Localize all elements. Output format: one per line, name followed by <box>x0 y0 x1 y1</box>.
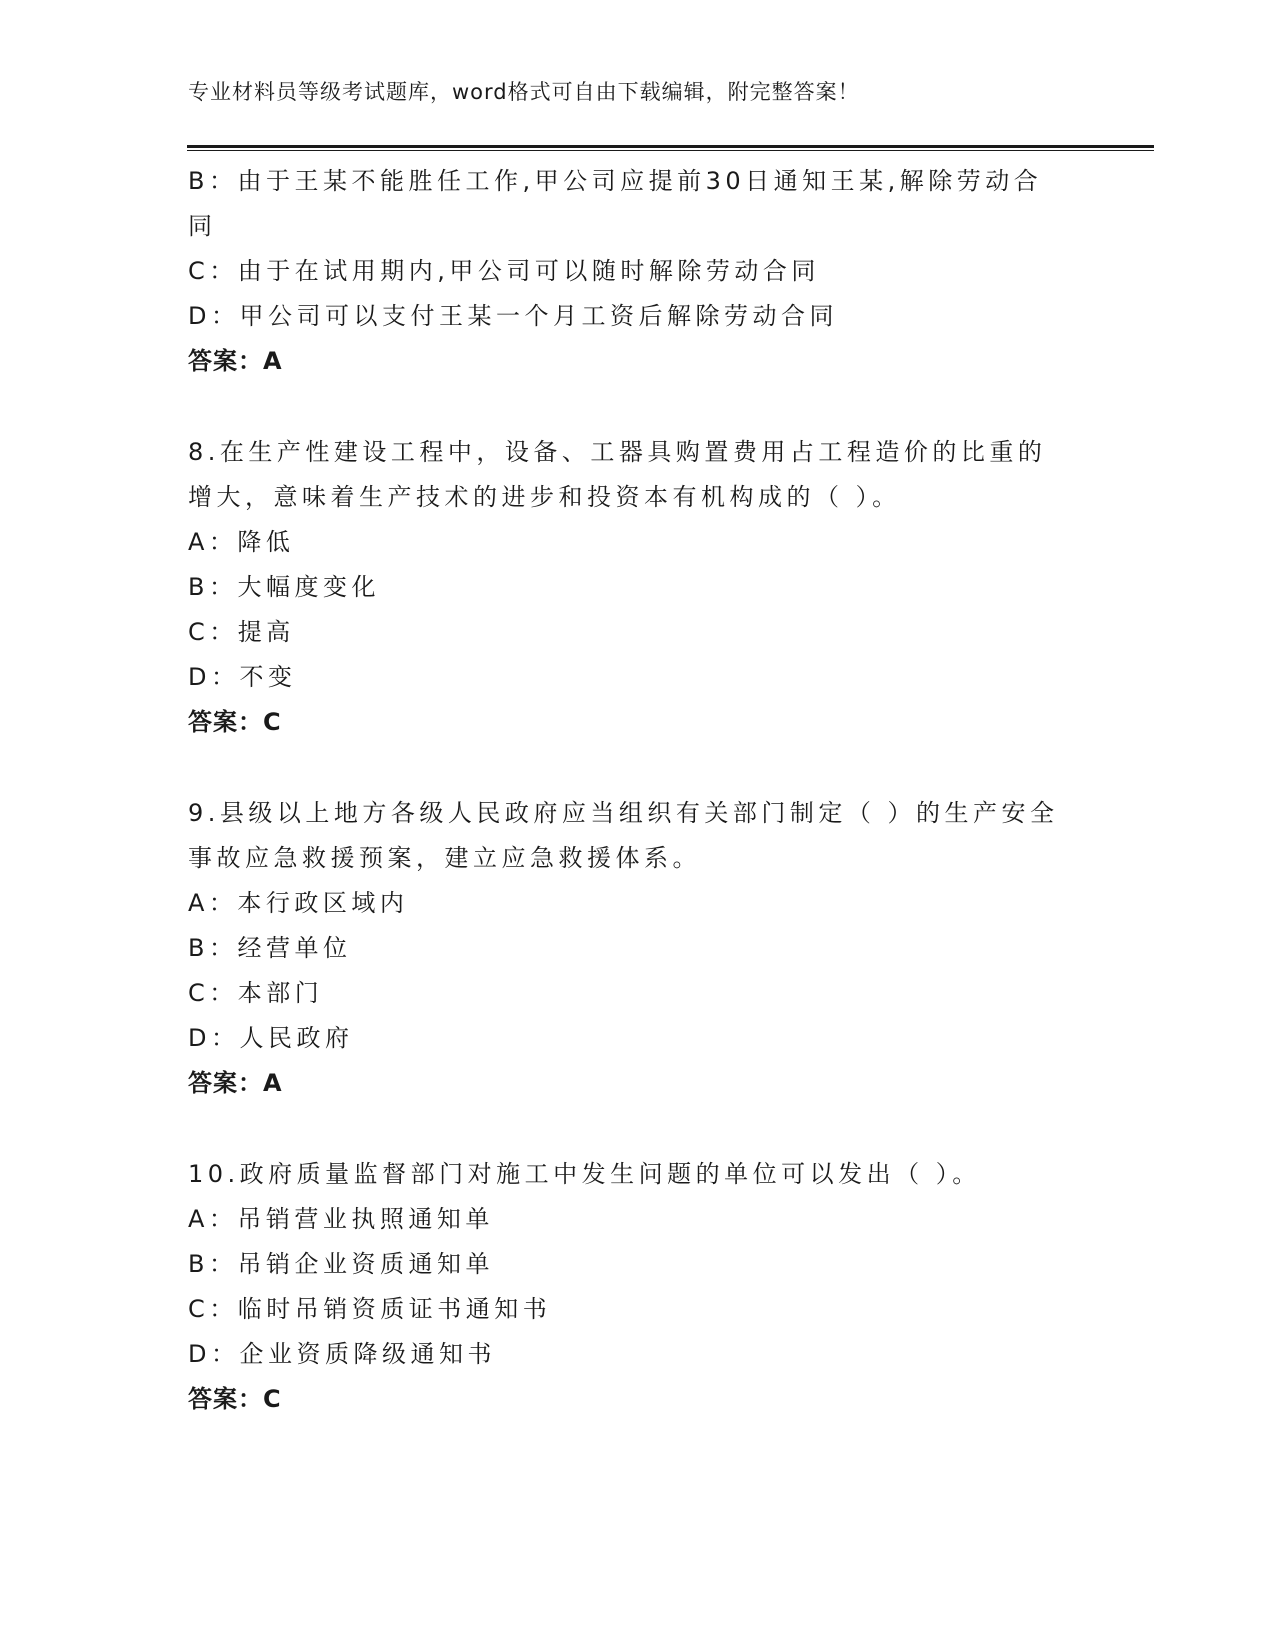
option-c: C：临时吊销资质证书通知书 <box>188 1295 552 1323</box>
option-d: D：企业资质降级通知书 <box>188 1340 496 1368</box>
option-c: C：提高 <box>188 618 295 646</box>
header-rule-thin <box>187 150 1154 151</box>
option-c: C：本部门 <box>188 979 324 1007</box>
question-stem-line: 9.县级以上地方各级人民政府应当组织有关部门制定（ ）的生产安全 <box>188 799 1059 827</box>
option-a: A：降低 <box>188 528 295 556</box>
question-block-7 <box>188 159 1088 384</box>
question-stem-line: 增大，意味着生产技术的进步和投资本有机构成的（ ）。 <box>188 483 901 511</box>
header-rule-thick <box>187 145 1154 148</box>
answer: 答案：A <box>188 1069 283 1097</box>
question-block-10 <box>188 1152 1088 1422</box>
answer: 答案：C <box>188 1385 282 1413</box>
option-d: D：甲公司可以支付王某一个月工资后解除劳动合同 <box>188 302 838 330</box>
answer: 答案：C <box>188 708 282 736</box>
option-b-line-2: 同 <box>188 212 217 240</box>
option-b-line-1: B：由于王某不能胜任工作,甲公司应提前30日通知王某,解除劳动合 <box>188 167 1043 195</box>
option-a: A：本行政区域内 <box>188 889 409 917</box>
option-b: B：经营单位 <box>188 934 352 962</box>
question-block-9 <box>188 791 1088 1106</box>
question-stem-line: 8.在生产性建设工程中，设备、工器具购置费用占工程造价的比重的 <box>188 438 1047 466</box>
answer: 答案：A <box>188 347 283 375</box>
question-stem-line: 10.政府质量监督部门对施工中发生问题的单位可以发出（ ）。 <box>188 1160 981 1188</box>
page-header: 专业材料员等级考试题库，word格式可自由下载编辑，附完整答案！ <box>188 80 860 104</box>
exam-content <box>188 159 1088 1422</box>
option-c: C：由于在试用期内,甲公司可以随时解除劳动合同 <box>188 257 820 285</box>
option-a: A：吊销营业执照通知单 <box>188 1205 494 1233</box>
option-d: D：人民政府 <box>188 1024 354 1052</box>
question-stem-line: 事故应急救援预案，建立应急救援体系。 <box>188 844 701 872</box>
option-b: B：吊销企业资质通知单 <box>188 1250 494 1278</box>
option-b: B：大幅度变化 <box>188 573 380 601</box>
question-block-8 <box>188 430 1088 745</box>
option-d: D：不变 <box>188 663 297 691</box>
